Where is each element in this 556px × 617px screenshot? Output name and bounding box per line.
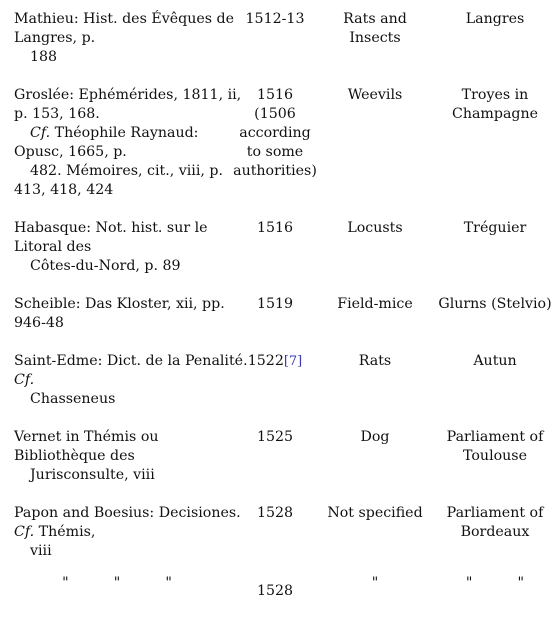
date-cell bbox=[230, 428, 320, 447]
animal-cell bbox=[322, 10, 428, 48]
animal-text: Not specified bbox=[327, 505, 423, 521]
source-line: Chasseneus bbox=[30, 391, 116, 407]
source-cell bbox=[14, 86, 242, 200]
date-text: 1512-13 bbox=[245, 11, 305, 27]
place-text: Parliament of bbox=[446, 505, 544, 521]
date-text: 1516 bbox=[256, 87, 294, 103]
source-line: Litoral des bbox=[14, 239, 92, 255]
place-cell bbox=[434, 428, 556, 466]
source-line: Cf. Théophile Raynaud: bbox=[30, 125, 199, 141]
date-text: according bbox=[239, 125, 311, 141]
date-cell bbox=[230, 86, 320, 181]
source-line: Scheible: Das Kloster, xii, pp. bbox=[14, 296, 225, 312]
animal-cell bbox=[322, 428, 428, 447]
source-cell bbox=[14, 219, 228, 276]
source-line: Côtes-du-Nord, p. 89 bbox=[30, 258, 181, 274]
place-cell bbox=[434, 219, 556, 238]
date-text: to some bbox=[246, 144, 304, 160]
ditto-marks: " " " bbox=[62, 575, 172, 591]
date-text: authorities) bbox=[233, 163, 317, 179]
place-text: Tréguier bbox=[463, 220, 527, 236]
animal-cell bbox=[322, 504, 428, 523]
source-cell bbox=[14, 352, 248, 409]
source-line: Langres, p. bbox=[14, 30, 96, 46]
animal-cell bbox=[322, 219, 428, 238]
place-text: Langres bbox=[465, 11, 525, 27]
date-text bbox=[230, 352, 320, 371]
source-line: Mathieu: Hist. des Évêques de bbox=[14, 11, 235, 27]
date-cell bbox=[230, 219, 320, 238]
source-line: Jurisconsulte, viii bbox=[30, 467, 155, 483]
date-text: 1525 bbox=[256, 429, 294, 445]
source-line: 188 bbox=[30, 49, 58, 65]
date-text: 1519 bbox=[256, 296, 294, 312]
source-line: Habasque: Not. hist. sur le bbox=[14, 220, 208, 236]
source-line: Bibliothèque des bbox=[14, 448, 135, 464]
animal-text: Rats and bbox=[343, 11, 407, 27]
place-text: Glurns (Stelvio) bbox=[438, 296, 552, 312]
place-cell bbox=[434, 10, 556, 29]
date-cell bbox=[230, 295, 320, 314]
date-value: 1522 bbox=[247, 353, 284, 369]
animal-text: Dog bbox=[360, 429, 390, 445]
cf-abbrev: Cf. bbox=[30, 125, 51, 141]
source-line: Groslée: Ephémérides, 1811, ii, bbox=[14, 87, 242, 103]
source-line: 413, 418, 424 bbox=[14, 182, 114, 198]
source-line: Vernet in Thémis ou bbox=[14, 429, 159, 445]
place-text: Autun bbox=[473, 353, 517, 369]
source-line: 482. Mémoires, cit., viii, p. bbox=[30, 163, 223, 179]
source-line: Opusc, 1665, p. bbox=[14, 144, 127, 160]
animal-text: Locusts bbox=[347, 220, 403, 236]
date-cell bbox=[230, 582, 320, 601]
source-line: Papon and Boesius: Decisiones. bbox=[14, 505, 241, 521]
place-cell bbox=[434, 574, 556, 593]
source-cell bbox=[14, 10, 235, 67]
date-text: 1528 bbox=[256, 505, 294, 521]
animal-text: Field-mice bbox=[337, 296, 413, 312]
source-line: Cf. Thémis, bbox=[14, 524, 96, 540]
place-text: Troyes in bbox=[461, 87, 529, 103]
animal-text: Insects bbox=[349, 30, 401, 46]
source-line: viii bbox=[30, 543, 52, 559]
place-text: Champagne bbox=[451, 106, 539, 122]
ditto-marks: " bbox=[371, 575, 379, 591]
source-cell bbox=[14, 428, 228, 485]
place-text: Bordeaux bbox=[460, 524, 530, 540]
date-cell bbox=[230, 504, 320, 523]
date-text: 1528 bbox=[256, 583, 294, 599]
animal-cell bbox=[322, 574, 428, 593]
source-line: p. 153, 168. bbox=[14, 106, 100, 122]
animal-cell bbox=[322, 352, 428, 371]
footnote-link[interactable]: [7] bbox=[283, 354, 303, 369]
source-line bbox=[14, 371, 228, 390]
date-cell bbox=[230, 10, 320, 29]
source-cell bbox=[14, 504, 241, 561]
date-cell bbox=[230, 352, 320, 371]
ditto-marks: " " bbox=[465, 575, 525, 591]
date-text: (1506 bbox=[254, 106, 296, 122]
cf-abbrev: Cf. bbox=[14, 372, 35, 388]
animal-cell bbox=[322, 295, 428, 314]
source-cell bbox=[14, 574, 220, 593]
source-line: 946-48 bbox=[14, 315, 64, 331]
animal-text: Weevils bbox=[347, 87, 403, 103]
animal-text: Rats bbox=[358, 353, 392, 369]
place-cell bbox=[434, 352, 556, 371]
source-cell bbox=[14, 295, 228, 333]
place-cell bbox=[434, 295, 556, 314]
cf-abbrev: Cf. bbox=[14, 524, 35, 540]
place-cell bbox=[434, 86, 556, 124]
animal-cell bbox=[322, 86, 428, 105]
place-text: Parliament of bbox=[446, 429, 544, 445]
source-line: Saint-Edme: Dict. de la Penalité. bbox=[14, 353, 248, 369]
date-text: 1516 bbox=[256, 220, 294, 236]
place-cell bbox=[434, 504, 556, 542]
place-text: Toulouse bbox=[463, 448, 527, 464]
